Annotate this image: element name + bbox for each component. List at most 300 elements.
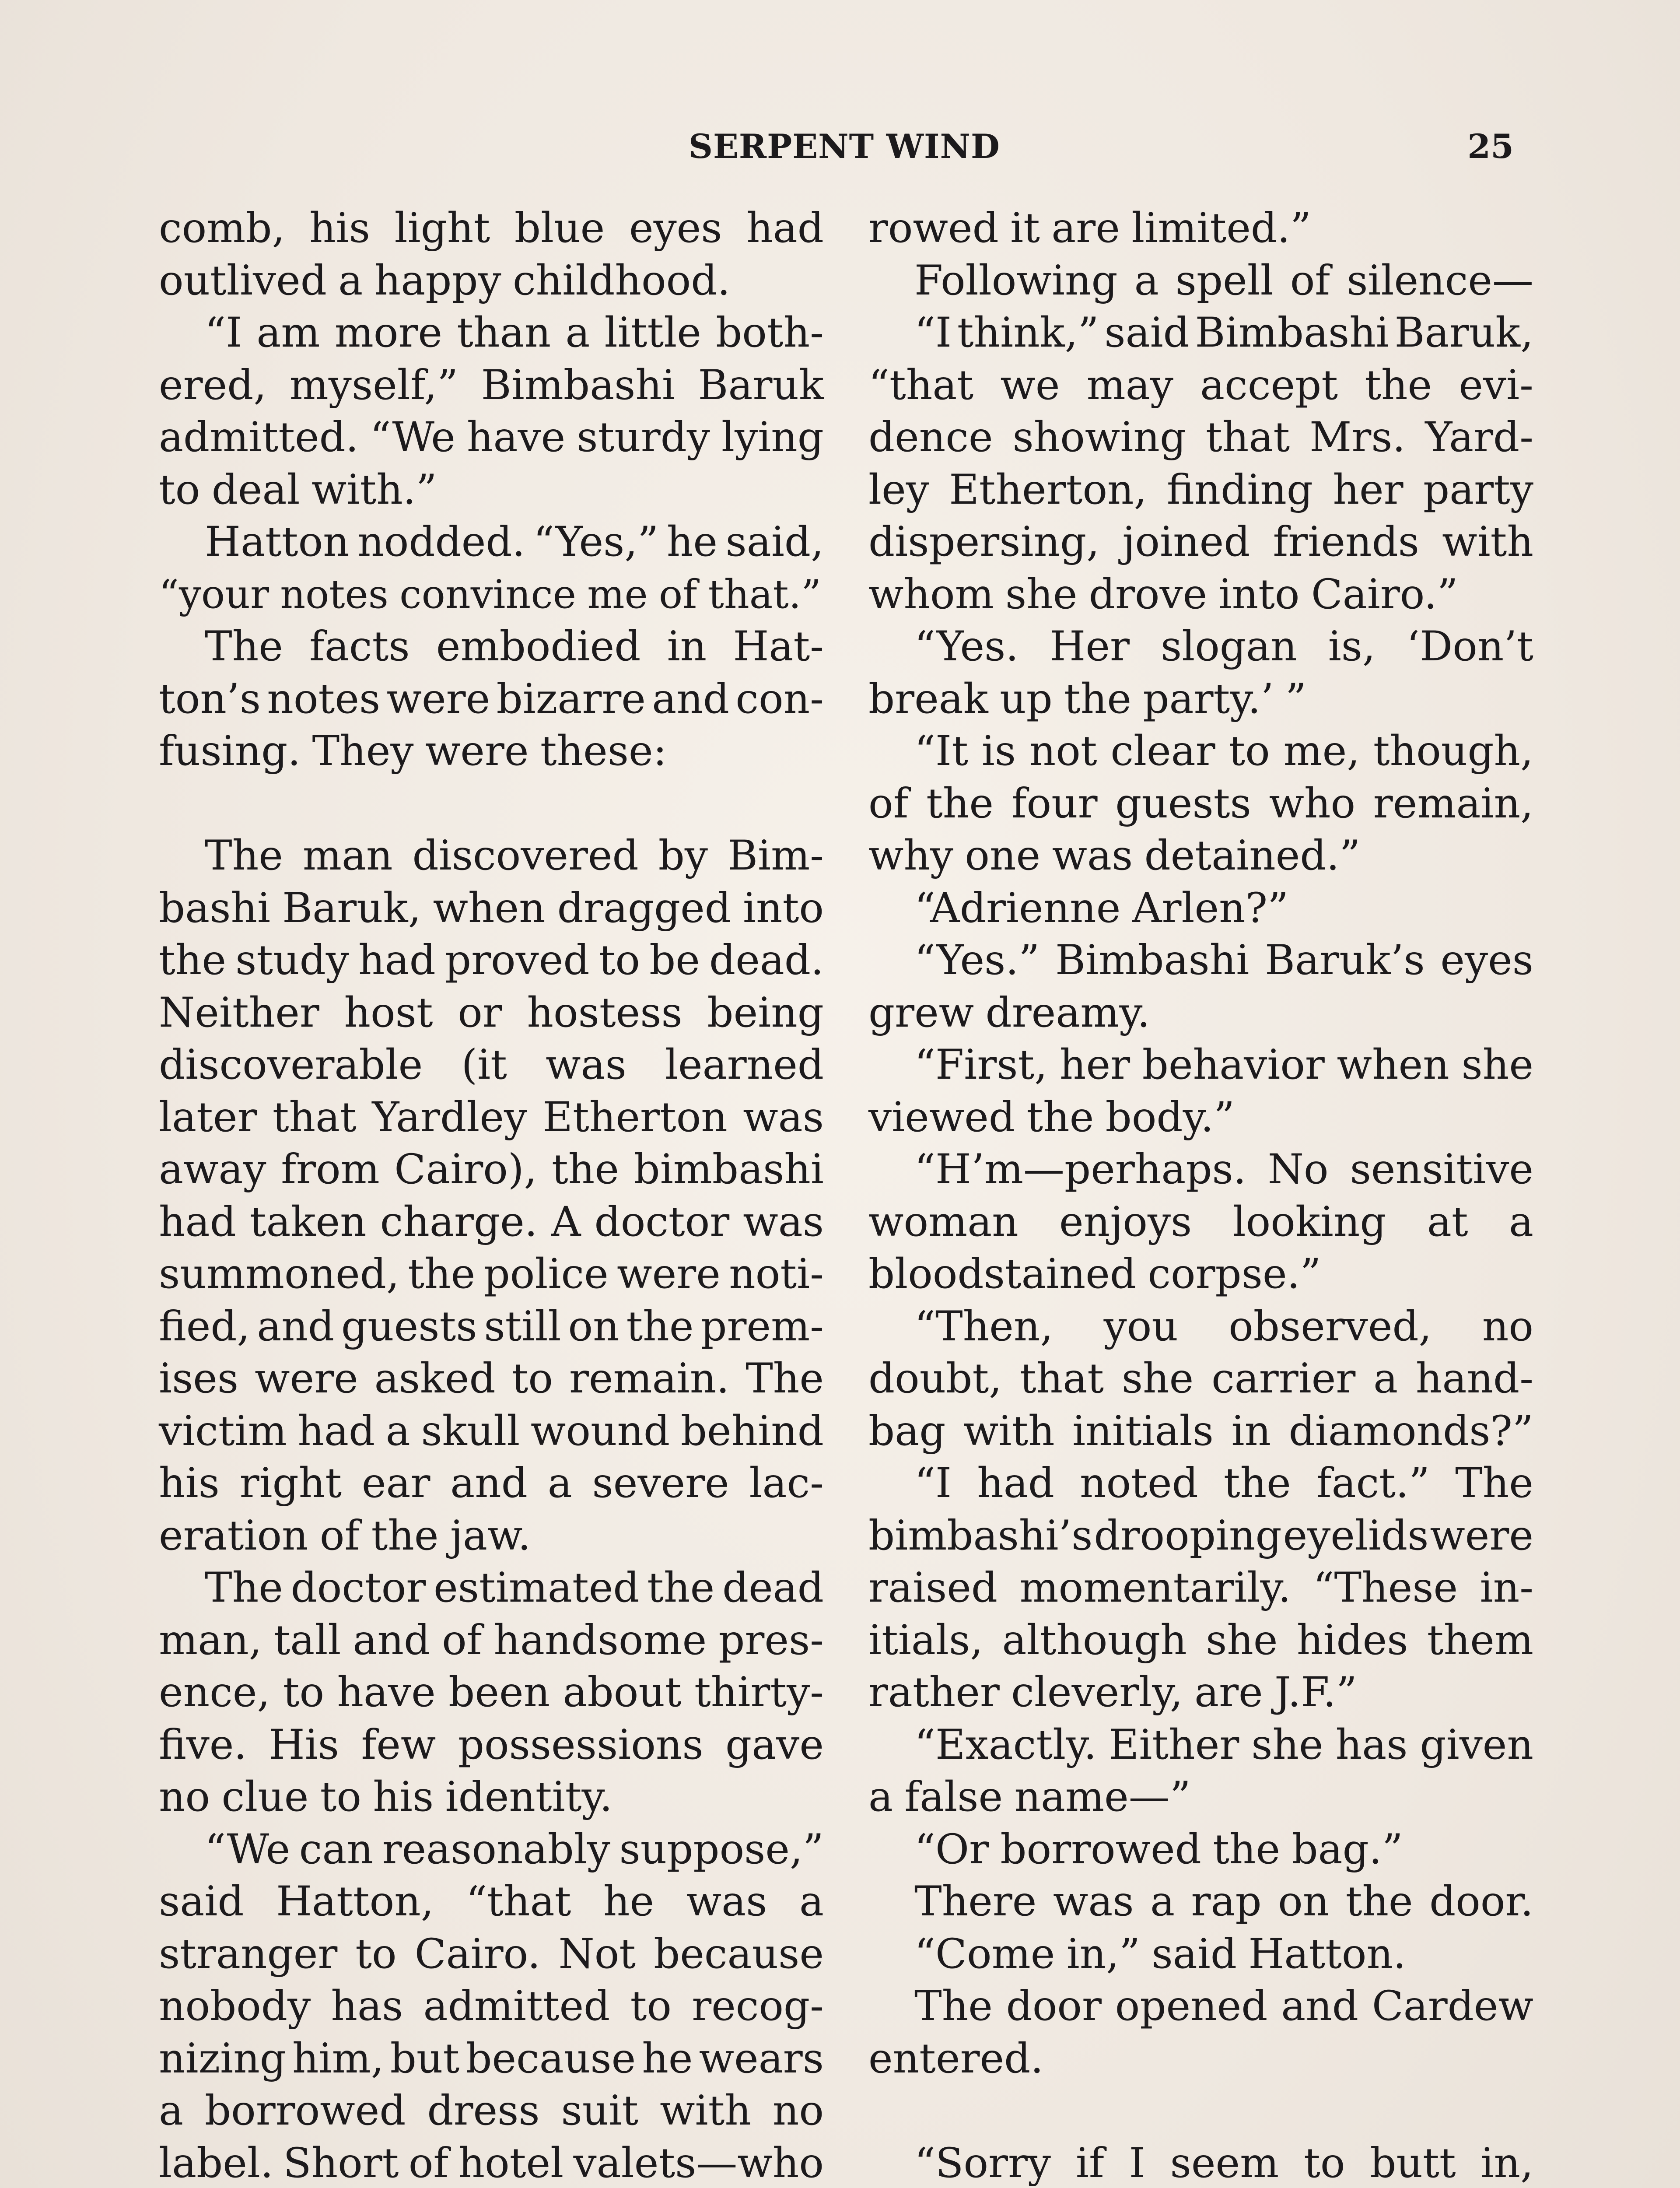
word: ley <box>868 466 929 514</box>
word: he <box>603 1878 654 1925</box>
word: on <box>1278 1878 1330 1925</box>
word: outlived <box>159 256 327 305</box>
word: “I <box>205 309 242 357</box>
text-line <box>159 1405 824 1458</box>
word: a <box>1150 1878 1175 1925</box>
word: was <box>1052 832 1133 880</box>
word: childhood. <box>512 256 731 305</box>
word: Following <box>914 256 1118 305</box>
word: learned <box>665 1041 824 1089</box>
word: slogan <box>1160 623 1297 670</box>
word: Baruk’s <box>1265 936 1425 984</box>
word: identity. <box>445 1773 613 1821</box>
word: entered. <box>868 2034 1044 2083</box>
word: asked <box>374 1355 496 1403</box>
word: said, <box>725 518 824 566</box>
word: raised <box>868 1564 998 1612</box>
word: “Then, <box>914 1302 1054 1350</box>
word: “Or <box>914 1825 989 1873</box>
word: in- <box>1480 1564 1533 1612</box>
word: itials, <box>868 1616 984 1664</box>
word: on <box>568 1302 620 1350</box>
word: party.’ <box>1143 675 1274 723</box>
word: notes <box>267 675 381 723</box>
text-line <box>868 725 1533 778</box>
word: Bimbashi <box>1195 309 1389 357</box>
word: dispersing, <box>868 518 1100 566</box>
word: them <box>1427 1616 1533 1664</box>
word: that <box>1019 1355 1104 1403</box>
word: right <box>239 1459 342 1507</box>
word: “Adrienne <box>914 884 1121 932</box>
text-line <box>159 1457 824 1510</box>
word: fusing. <box>159 727 301 775</box>
word: man, <box>159 1616 262 1664</box>
word: light <box>394 204 490 252</box>
word: his <box>159 1459 220 1507</box>
word: tall <box>273 1616 341 1664</box>
word: eration <box>159 1511 308 1560</box>
word: with.” <box>311 466 437 514</box>
word: charge. <box>380 1198 538 1246</box>
word: little <box>604 309 701 357</box>
word: doctor <box>290 1564 426 1612</box>
word: estimated <box>434 1564 640 1612</box>
word: in, <box>1480 2139 1533 2187</box>
text-line <box>868 1196 1533 1248</box>
word: “First, <box>914 1041 1048 1089</box>
word: is, <box>1328 623 1376 670</box>
word: J.F.” <box>1274 1669 1357 1716</box>
word: the <box>371 1511 439 1560</box>
word: bag <box>868 1407 946 1455</box>
word: clue <box>221 1773 309 1821</box>
text-line <box>868 1666 1533 1719</box>
word: she <box>1251 1721 1323 1769</box>
word: it <box>1010 204 1040 252</box>
word: remain. <box>569 1355 730 1403</box>
text-line <box>159 1196 824 1248</box>
text-line <box>159 621 824 673</box>
word: no <box>1482 1302 1533 1350</box>
word: was <box>1053 1878 1134 1925</box>
word: ear <box>361 1459 430 1507</box>
word: guests <box>341 1302 477 1350</box>
text-line <box>868 1928 1533 1981</box>
word: and <box>1281 1982 1359 2030</box>
word: have <box>337 1669 436 1716</box>
word: to <box>630 1982 672 2030</box>
word: to <box>355 1930 397 1978</box>
word: “that <box>868 361 974 409</box>
left-text-column <box>159 202 824 2188</box>
word: may <box>1086 361 1173 409</box>
word: hand- <box>1415 1355 1533 1403</box>
word: Cairo.” <box>1311 570 1458 618</box>
word: him, <box>292 2034 384 2083</box>
word: Mrs. <box>1309 414 1406 461</box>
word: bimbashi’s <box>868 1511 1093 1560</box>
word: stranger <box>159 1930 338 1978</box>
word: momentarily. <box>1019 1564 1291 1612</box>
word: the <box>926 779 994 828</box>
text-line <box>159 882 824 935</box>
word: when <box>433 884 546 932</box>
word: her <box>1333 466 1404 514</box>
word: a <box>868 1773 893 1821</box>
word: seem <box>1170 2139 1279 2187</box>
word: and <box>353 1616 430 1664</box>
word: nobody <box>159 1982 311 2030</box>
word: to <box>511 1355 553 1403</box>
word: his <box>309 204 370 252</box>
word: Bimbashi <box>1055 936 1250 984</box>
word: five. <box>159 1721 247 1769</box>
word: has <box>331 1982 403 2030</box>
word: valets—who <box>573 2139 824 2187</box>
word: though, <box>1373 727 1533 775</box>
word: dence <box>868 414 993 461</box>
word: can <box>299 1825 374 1873</box>
word: eyes <box>629 204 722 252</box>
word: Her <box>1050 623 1130 670</box>
word: were <box>386 675 490 723</box>
text-line <box>159 359 824 412</box>
text-line <box>868 1353 1533 1405</box>
word: sturdy <box>577 414 710 461</box>
word: admitted <box>423 1982 610 2030</box>
word: study <box>235 936 349 984</box>
word: Baruk <box>698 361 824 409</box>
word: later <box>159 1093 257 1141</box>
word: summoned, <box>159 1250 399 1298</box>
word: noted <box>1080 1459 1198 1507</box>
text-line <box>159 1666 824 1719</box>
text-line <box>868 882 1533 935</box>
text-line <box>159 987 824 1039</box>
word: corpse.” <box>1148 1250 1321 1298</box>
word: me <box>587 571 648 617</box>
word: were <box>1430 1511 1533 1560</box>
word: clear <box>1110 727 1215 775</box>
word: that.” <box>708 571 822 617</box>
word: to <box>283 1669 325 1716</box>
word: bashi <box>159 884 271 932</box>
word: lying <box>721 414 824 461</box>
word: woman <box>868 1198 1018 1246</box>
word: she <box>1461 1041 1533 1089</box>
word: facts <box>309 623 410 670</box>
text-line <box>159 830 824 882</box>
word: dreamy. <box>985 989 1150 1037</box>
word: break <box>868 675 988 723</box>
word: discovered <box>412 832 639 880</box>
word: wound <box>530 1407 670 1455</box>
word: ton’s <box>159 675 261 723</box>
text-line <box>868 1405 1533 1458</box>
word: we <box>1000 361 1060 409</box>
word: thirty- <box>694 1669 824 1716</box>
word: in <box>1231 1407 1271 1455</box>
word: were <box>255 1355 358 1403</box>
word: hotel <box>458 2139 564 2187</box>
word: guests <box>1115 779 1251 828</box>
word: dress <box>427 2087 540 2135</box>
word: the <box>626 1302 694 1350</box>
word: were <box>617 1250 721 1298</box>
word: severe <box>592 1459 729 1507</box>
word: Cardew <box>1372 1982 1533 2030</box>
word: she <box>1121 1355 1194 1403</box>
word: nodded. <box>357 518 525 566</box>
word: with <box>1442 518 1533 566</box>
word: of <box>442 1616 482 1664</box>
word: A <box>551 1198 581 1246</box>
text-line <box>159 568 824 621</box>
word: into <box>742 884 824 932</box>
word: The <box>914 1982 993 2030</box>
word: was <box>743 1198 824 1246</box>
word: a <box>338 256 363 305</box>
word: grew <box>868 989 974 1037</box>
word: up <box>1000 675 1053 723</box>
word: fact.” <box>1316 1459 1430 1507</box>
word: had <box>746 204 824 252</box>
word: although <box>1002 1616 1187 1664</box>
word: of <box>868 779 909 828</box>
word: bimbashi <box>634 1146 824 1193</box>
text-line <box>159 2033 824 2085</box>
text-line <box>159 1091 824 1144</box>
word: Etherton <box>542 1093 728 1141</box>
page-number: 25 <box>1467 127 1514 166</box>
word: one <box>965 832 1041 880</box>
word: jaw. <box>450 1511 531 1560</box>
word: she <box>1005 570 1078 618</box>
word: host <box>344 989 433 1037</box>
word: victim <box>159 1407 287 1455</box>
word: been <box>448 1669 550 1716</box>
text-line <box>159 1771 824 1823</box>
word: bag.” <box>1292 1825 1403 1873</box>
word: his <box>373 1773 434 1821</box>
word: had <box>358 936 436 984</box>
word: No <box>1267 1146 1329 1193</box>
word: a <box>547 1459 572 1507</box>
word: “I <box>914 309 952 357</box>
word: friends <box>1273 518 1419 566</box>
word: They <box>312 727 414 775</box>
text-line <box>868 2137 1533 2188</box>
word: he <box>642 2034 693 2083</box>
word: a <box>565 309 590 357</box>
word: a <box>1134 256 1159 305</box>
word: drove <box>1088 570 1208 618</box>
word: “It <box>914 727 968 775</box>
text-line <box>868 464 1533 516</box>
word: rather <box>868 1669 1000 1716</box>
text-line <box>868 255 1533 307</box>
text-line <box>868 411 1533 464</box>
text-line <box>868 934 1533 987</box>
word: a <box>385 1407 410 1455</box>
word: detained.” <box>1144 832 1361 880</box>
word: but <box>390 2034 460 2083</box>
word: said <box>1152 1930 1237 1978</box>
running-title: SERPENT WIND <box>689 127 1000 166</box>
word: the <box>647 1564 715 1612</box>
word: evi- <box>1459 361 1533 409</box>
word: remain, <box>1373 779 1533 828</box>
word: Not <box>558 1930 636 1978</box>
word: body.” <box>1105 1093 1235 1141</box>
word: few <box>361 1721 436 1769</box>
word: borrowed <box>204 2087 406 2135</box>
word: was <box>743 1093 824 1141</box>
word: silence— <box>1347 256 1533 305</box>
word: not <box>1029 727 1097 775</box>
word: Hatton. <box>1248 1930 1406 1978</box>
word: the <box>1064 675 1132 723</box>
word: notes <box>280 571 388 617</box>
word: because <box>466 2034 636 2083</box>
word: her <box>1059 1041 1130 1089</box>
text-line <box>868 1980 1533 2033</box>
page-header <box>158 127 1531 175</box>
word: a <box>1508 1198 1533 1246</box>
word: The <box>746 1355 824 1403</box>
word: and <box>450 1459 528 1507</box>
text-line <box>159 516 824 568</box>
word: man <box>302 832 393 880</box>
word: has <box>1335 1721 1408 1769</box>
text-line <box>159 1143 824 1196</box>
word: still <box>484 1302 561 1350</box>
word: The <box>205 623 283 670</box>
word: possessions <box>458 1721 704 1769</box>
word: (it <box>461 1041 507 1089</box>
word: “Exactly. <box>914 1721 1097 1769</box>
word: Cairo. <box>414 1930 541 1978</box>
text-line <box>159 1301 824 1353</box>
word: to <box>159 466 200 514</box>
word: from <box>281 1146 380 1193</box>
word: hostess <box>527 989 682 1037</box>
text-line <box>868 307 1533 359</box>
word: think,” <box>957 309 1099 357</box>
word: behavior <box>1142 1041 1325 1089</box>
right-text-column <box>868 202 1533 2188</box>
text-line <box>159 1928 824 1981</box>
text-line <box>159 1510 824 1562</box>
word: joined <box>1122 518 1250 566</box>
text-line <box>868 2085 1533 2137</box>
word: the <box>408 1250 476 1298</box>
word: viewed <box>868 1093 1015 1141</box>
word: convince <box>399 571 576 617</box>
text-line <box>868 1562 1533 1614</box>
text-line <box>159 1614 824 1667</box>
word: Either <box>1109 1721 1239 1769</box>
word: why <box>868 832 954 880</box>
word: observed, <box>1228 1302 1432 1350</box>
word: that <box>1206 414 1290 461</box>
word: label. <box>159 2139 273 2187</box>
word: fied, <box>159 1302 250 1350</box>
word: eyelids <box>1283 1511 1429 1560</box>
text-line <box>868 673 1533 726</box>
word: Hat- <box>733 623 824 670</box>
word: “We <box>370 414 455 461</box>
word: by <box>658 832 708 880</box>
word: about <box>563 1669 682 1716</box>
word: “Yes. <box>914 623 1019 670</box>
word: handsome <box>494 1616 707 1664</box>
word: Bimbashi <box>481 361 675 409</box>
word: bloodstained <box>868 1250 1137 1298</box>
word: Yard- <box>1425 414 1533 461</box>
word: con- <box>735 675 824 723</box>
word: ence, <box>159 1669 270 1716</box>
word: “We <box>205 1825 290 1873</box>
text-line <box>159 725 824 778</box>
word: police <box>483 1250 609 1298</box>
word: of <box>408 2139 449 2187</box>
word: to <box>598 936 640 984</box>
text-line <box>868 778 1533 830</box>
word: blue <box>514 204 605 252</box>
text-line <box>868 1510 1533 1562</box>
word: the <box>1345 1878 1413 1925</box>
word: he <box>666 518 718 566</box>
text-line <box>868 1771 1533 1823</box>
text-line <box>159 202 824 255</box>
word: taken <box>249 1198 367 1246</box>
word: doctor <box>594 1198 730 1246</box>
word: am <box>256 309 320 357</box>
text-line <box>868 1614 1533 1667</box>
word: initials <box>1072 1407 1214 1455</box>
word: eyes <box>1440 936 1533 984</box>
word: was <box>546 1041 626 1089</box>
word: There <box>914 1878 1037 1925</box>
text-line <box>868 830 1533 882</box>
text-line <box>159 934 824 987</box>
word: into <box>1218 570 1300 618</box>
word: prem- <box>700 1302 824 1350</box>
word: to <box>1304 2139 1345 2187</box>
word: who <box>1269 779 1356 828</box>
word: in,” <box>1066 1930 1141 1978</box>
text-line <box>868 1143 1533 1196</box>
word: the <box>552 1146 619 1193</box>
word: reasonably <box>382 1825 610 1873</box>
text-line <box>159 1980 824 2033</box>
word: party <box>1423 466 1533 514</box>
word: Baruk, <box>1394 309 1533 357</box>
text-line <box>159 1562 824 1614</box>
word: a <box>1373 1355 1398 1403</box>
word: whom <box>868 570 994 618</box>
word: “Sorry <box>914 2139 1051 2187</box>
word: recog- <box>692 1982 824 2030</box>
word: are <box>1194 1669 1263 1716</box>
word: when <box>1337 1041 1449 1089</box>
word: with <box>963 1407 1055 1455</box>
word: with <box>660 2087 751 2135</box>
word: door <box>1006 1982 1102 2030</box>
word: embodied <box>436 623 641 670</box>
